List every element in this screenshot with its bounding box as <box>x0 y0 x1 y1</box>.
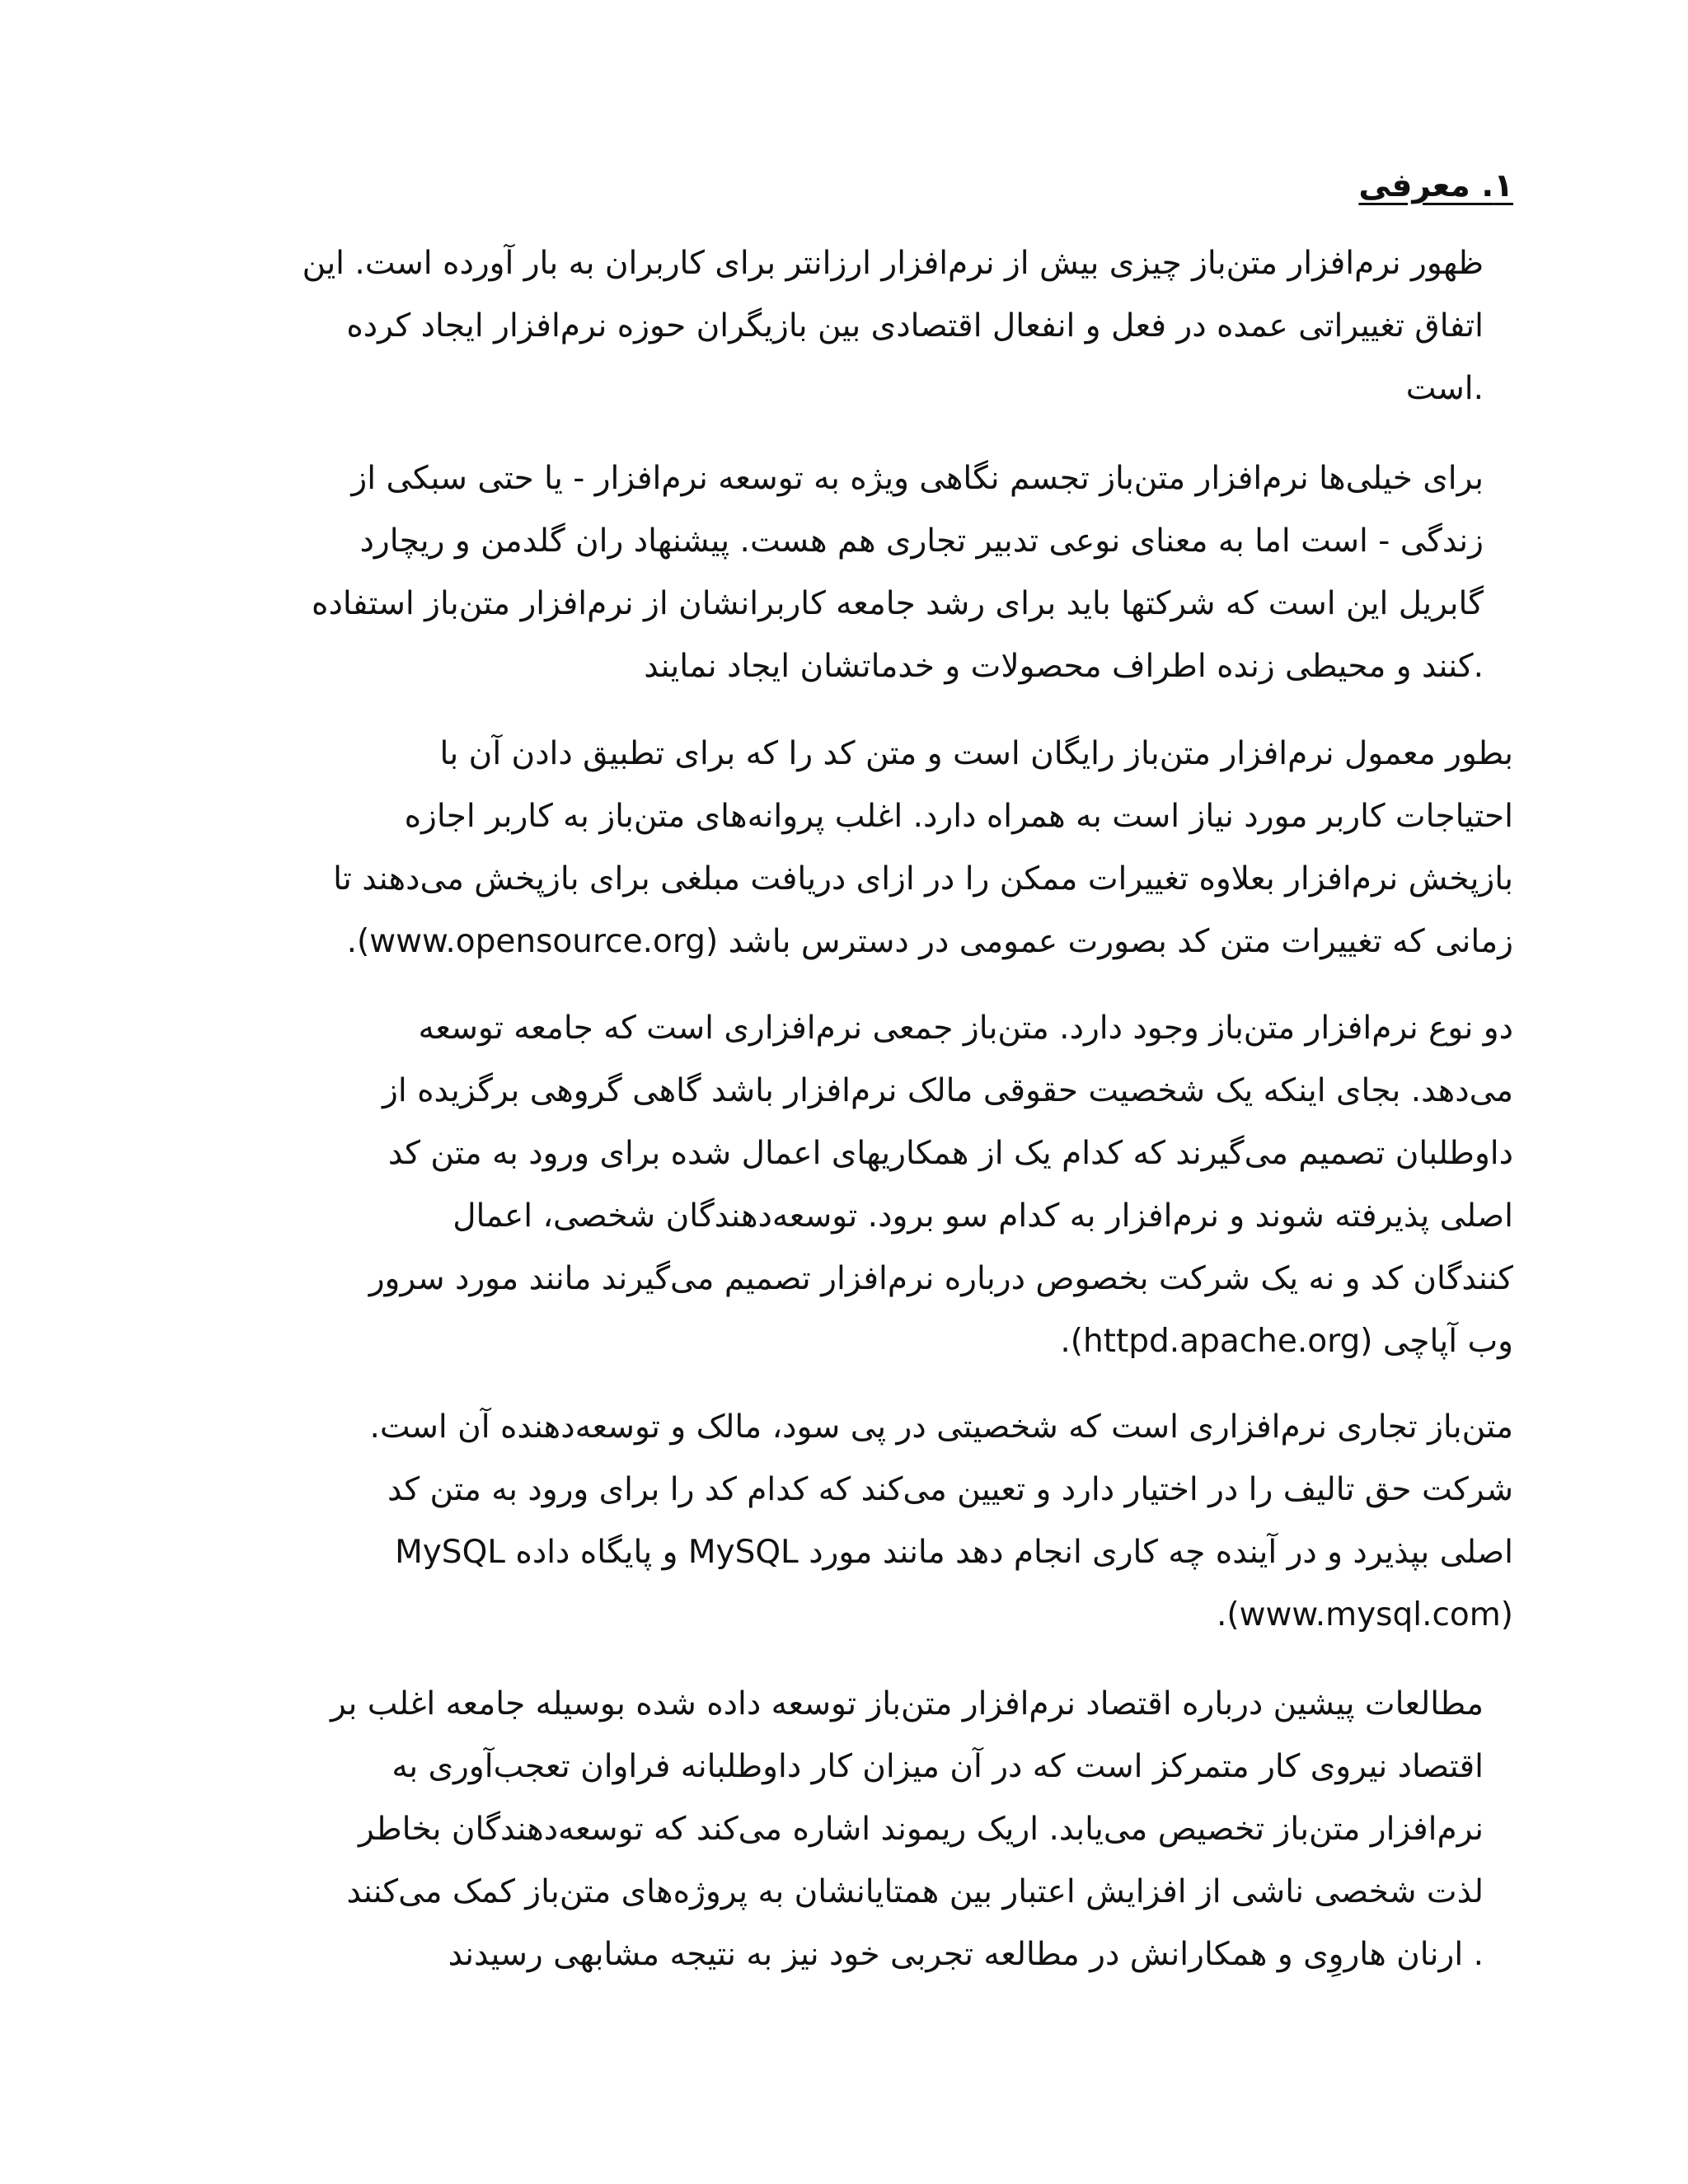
paragraph-line: احتیاجات کاربر مورد نیاز است به همراه دارد. اغلب پروانه‌های متن‌باز به کاربر اجازه <box>404 798 1513 835</box>
paragraph-5 <box>79 1396 1513 1647</box>
paragraph-line: بازپخش نرم‌افزار بعلاوه تغییرات ممکن را در ازای دریافت مبلغی برای بازپخش می‌دهند تا <box>333 860 1513 898</box>
paragraph-3 <box>79 723 1513 973</box>
paragraph-line: برای خیلی‌ها نرم‌افزار متن‌باز تجسم نگاهی ویژه به توسعه نرم‌افزار - یا حتی سبکی از <box>351 460 1484 497</box>
paragraph-line: دو نوع نرم‌افزار متن‌باز وجود دارد. متن‌باز جمعی نرم‌افزاری است که جامعه توسعه <box>418 1010 1513 1047</box>
paragraph-line: کنندگان کد و نه یک شرکت بخصوص درباره نرم‌افزار تصمیم می‌گیرند مانند مورد سرور <box>368 1260 1513 1297</box>
paragraph-line: .(www.mysql.com) <box>1216 1596 1513 1633</box>
paragraph-line: بطور معمول نرم‌افزار متن‌باز رایگان است و متن کد را که برای تطبیق دادن آن با <box>439 735 1513 772</box>
paragraph-line: لذت شخصی ناشی از افزایش اعتبار بین همتایانشان به پروژه‌های متن‌باز کمک می‌کنند <box>346 1873 1484 1910</box>
paragraph-line: اصلی بپذیرد و در آینده چه کاری انجام دهد مانند مورد MySQL و پایگاه داده MySQL <box>395 1534 1513 1571</box>
paragraph-line: شرکت حق تالیف را در اختیار دارد و تعیین می‌کند که کدام کد را برای ورود به متن کد <box>387 1471 1513 1508</box>
paragraph-line: زندگی - است اما به معنای نوعی تدبیر تجاری هم هست. پیشنهاد ران گلدمن و ریچارد <box>359 523 1484 560</box>
paragraph-line: نرم‌افزار متن‌باز تخصیص می‌یابد. اریک ریموند اشاره می‌کند که توسعه‌دهندگان بخاطر <box>359 1811 1484 1848</box>
paragraph-line: اصلی پذیرفته شوند و نرم‌افزار به کدام سو برود. توسعه‌دهندگان شخصی، اعمال <box>452 1197 1513 1235</box>
paragraph-line: اتفاق تغییراتی عمده در فعل و انفعال اقتصادی بین بازیگران حوزه نرم‌افزار ایجاد کرده <box>346 307 1484 344</box>
paragraph-line: . ارنان هاروِی و همکارانش در مطالعه تجربی خود نیز به نتیجه مشابهی رسیدند <box>448 1936 1484 1973</box>
paragraph-line: داوطلبان تصمیم می‌گیرند که کدام یک از همکاریهای اعمال شده برای ورود به متن کد <box>387 1135 1513 1172</box>
paragraph-line: می‌دهد. بجای اینکه یک شخصیت حقوقی مالک نرم‌افزار باشد گاهی گروهی برگزیده از <box>382 1072 1513 1109</box>
paragraph-4 <box>79 997 1513 1373</box>
paragraph-line: .کنند و محیطی زنده اطراف محصولات و خدماتشان ایجاد نمایند <box>644 648 1484 685</box>
paragraph-line: ظهور نرم‌افزار متن‌باز چیزی بیش از نرم‌افزار ارزانتر برای کاربران به بار آورده است. این <box>302 245 1484 282</box>
paragraph-line: .است <box>1405 370 1484 407</box>
paragraph-1 <box>165 232 1484 420</box>
section-heading: ۱. معرفی <box>1358 167 1513 204</box>
paragraph-line: زمانی که تغییرات متن کد بصورت عمومی در دسترس باشد (www.opensource.org). <box>346 923 1513 960</box>
paragraph-line: مطالعات پیشین درباره اقتصاد نرم‌افزار متن‌باز توسعه داده شده بوسیله جامعه اغلب بر <box>331 1685 1484 1722</box>
paragraph-2 <box>82 448 1484 698</box>
paragraph-line: اقتصاد نیروی کار متمرکز است که در آن میزان کار داوطلبانه فراوان تعجب‌آوری به <box>392 1748 1484 1785</box>
paragraph-6 <box>82 1673 1484 1986</box>
paragraph-line: وب آپاچی (httpd.apache.org). <box>1060 1323 1513 1360</box>
paragraph-line: گابریل این است که شرکتها باید برای رشد جامعه کاربرانشان از نرم‌افزار متن‌باز استفاده <box>312 585 1484 622</box>
paragraph-line: متن‌باز تجاری نرم‌افزاری است که شخصیتی در پی سود، مالک و توسعه‌دهنده آن است. <box>369 1408 1513 1446</box>
